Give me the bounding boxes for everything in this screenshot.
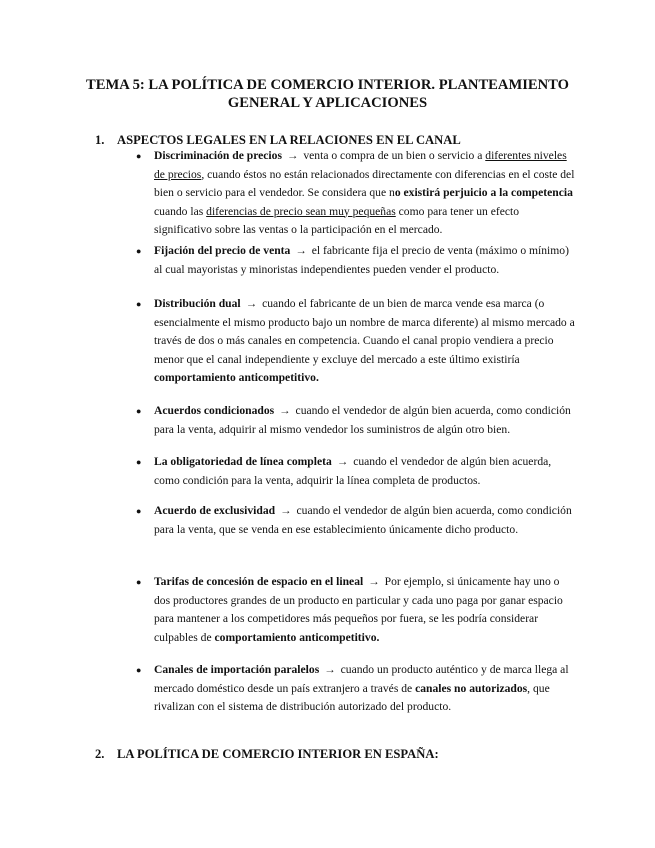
bullet-icon: ● xyxy=(136,577,142,587)
bullet-icon: ● xyxy=(136,246,142,256)
item-bold: canales no autorizados xyxy=(415,681,528,695)
item-term: Distribución dual xyxy=(154,297,241,310)
item-term: La obligatoriedad de línea completa xyxy=(154,455,332,468)
arrow-icon: → xyxy=(279,404,291,417)
list-item-tarifas-concesion xyxy=(154,573,576,647)
item-text: , que rivalizan con el sistema de distribución autorizado del producto. xyxy=(154,681,550,713)
arrow-icon: → xyxy=(324,663,336,676)
list-item-canales-importacion xyxy=(154,661,576,717)
arrow-icon: → xyxy=(368,575,380,588)
section-heading-2 xyxy=(95,746,439,762)
item-term: Canales de importación paralelos xyxy=(154,663,320,676)
item-term: Tarifas de concesión de espacio en el lineal xyxy=(154,575,364,588)
item-text: venta o compra de un bien o servicio a xyxy=(303,149,486,162)
bullet-icon: ● xyxy=(136,299,142,309)
section-number: 1. xyxy=(95,133,105,147)
item-bold: o existirá perjuicio a la competencia xyxy=(394,186,573,199)
section-heading-1 xyxy=(95,132,461,148)
item-text: cuando un producto auténtico y de marca llega al mercado doméstico desde un país extranjero a través de xyxy=(154,663,569,695)
list-item-linea-completa xyxy=(154,453,576,490)
section-label: LA POLÍTICA DE COMERCIO INTERIOR EN ESPAÑA: xyxy=(117,747,439,761)
bullet-icon: ● xyxy=(136,457,142,467)
item-term: Discriminación de precios xyxy=(154,149,282,162)
item-text: cuando el vendedor de algún bien acuerda, como condición para la venta, que se venda en ese establecimiento únicamente dicho producto. xyxy=(154,504,572,536)
item-term: Fijación del precio de venta xyxy=(154,244,291,257)
arrow-icon: → xyxy=(280,504,292,517)
arrow-icon: → xyxy=(245,297,258,310)
list-item-discriminacion-precios xyxy=(154,147,576,240)
list-item-acuerdo-exclusividad xyxy=(154,502,576,539)
document-title xyxy=(80,76,575,112)
item-text: cuando el vendedor de algún bien acuerda, como condición para la venta, adquirir la línea completa de productos. xyxy=(154,455,552,487)
item-text: Por ejemplo, si únicamente hay uno o dos productores grandes de un producto en particular y cada uno paga por ganar espacio para mantener a los competidores más pequeños por fuera, se les podría considerar culpables de xyxy=(154,575,563,644)
item-text: como para tener un efecto significativo sobre las ventas o la participación en el mercado. xyxy=(154,204,520,236)
item-underlined: diferencias de precio sean muy pequeñas xyxy=(206,204,396,218)
bullet-icon: ● xyxy=(136,506,142,516)
section-label: ASPECTOS LEGALES EN LA RELACIONES EN EL CANAL xyxy=(117,133,461,147)
section-number: 2. xyxy=(95,747,105,761)
item-bold: comportamiento anticompetitivo. xyxy=(214,630,380,644)
item-bold: comportamiento anticompetitivo. xyxy=(154,371,319,384)
item-text: cuando las xyxy=(154,204,207,218)
list-item-fijacion-precio xyxy=(154,242,576,279)
item-term: Acuerdo de exclusividad xyxy=(154,504,276,517)
arrow-icon: → xyxy=(286,149,299,162)
item-text: , cuando éstos no están relacionados directamente con diferencias en el coste del bien o servicio para el vendedor. Se considera que n xyxy=(154,167,575,199)
item-underlined: diferentes niveles de precios xyxy=(154,149,567,181)
arrow-icon: → xyxy=(336,455,349,468)
title-line-2: GENERAL Y APLICACIONES xyxy=(227,95,428,111)
arrow-icon: → xyxy=(295,244,307,257)
item-text: cuando el fabricante de un bien de marca vende esa marca (o esencialmente el mismo producto bajo un nombre de marca diferente) al mismo mercado a través de dos o más canales en competencia. Cuando el canal propio vendiera a precio menor que el canal independiente y excluye del mercado a este último existiría xyxy=(154,297,575,366)
item-text: cuando el vendedor de algún bien acuerda, como condición para la venta, adquirir al mismo vendedor los suministros de algún otro bien. xyxy=(154,404,571,436)
list-item-acuerdos-condicionados xyxy=(154,402,576,439)
bullet-icon: ● xyxy=(136,665,142,675)
bullet-icon: ● xyxy=(136,406,142,416)
bullet-icon: ● xyxy=(136,151,142,161)
list-item-distribucion-dual xyxy=(154,295,576,388)
item-term: Acuerdos condicionados xyxy=(154,404,275,417)
title-line-1: TEMA 5: LA POLÍTICA DE COMERCIO INTERIOR. PLANTEAMIENTO xyxy=(85,77,569,93)
item-text: el fabricante fija el precio de venta (máximo o mínimo) al cual mayoristas y minoristas independientes pueden vender el producto. xyxy=(154,244,569,276)
